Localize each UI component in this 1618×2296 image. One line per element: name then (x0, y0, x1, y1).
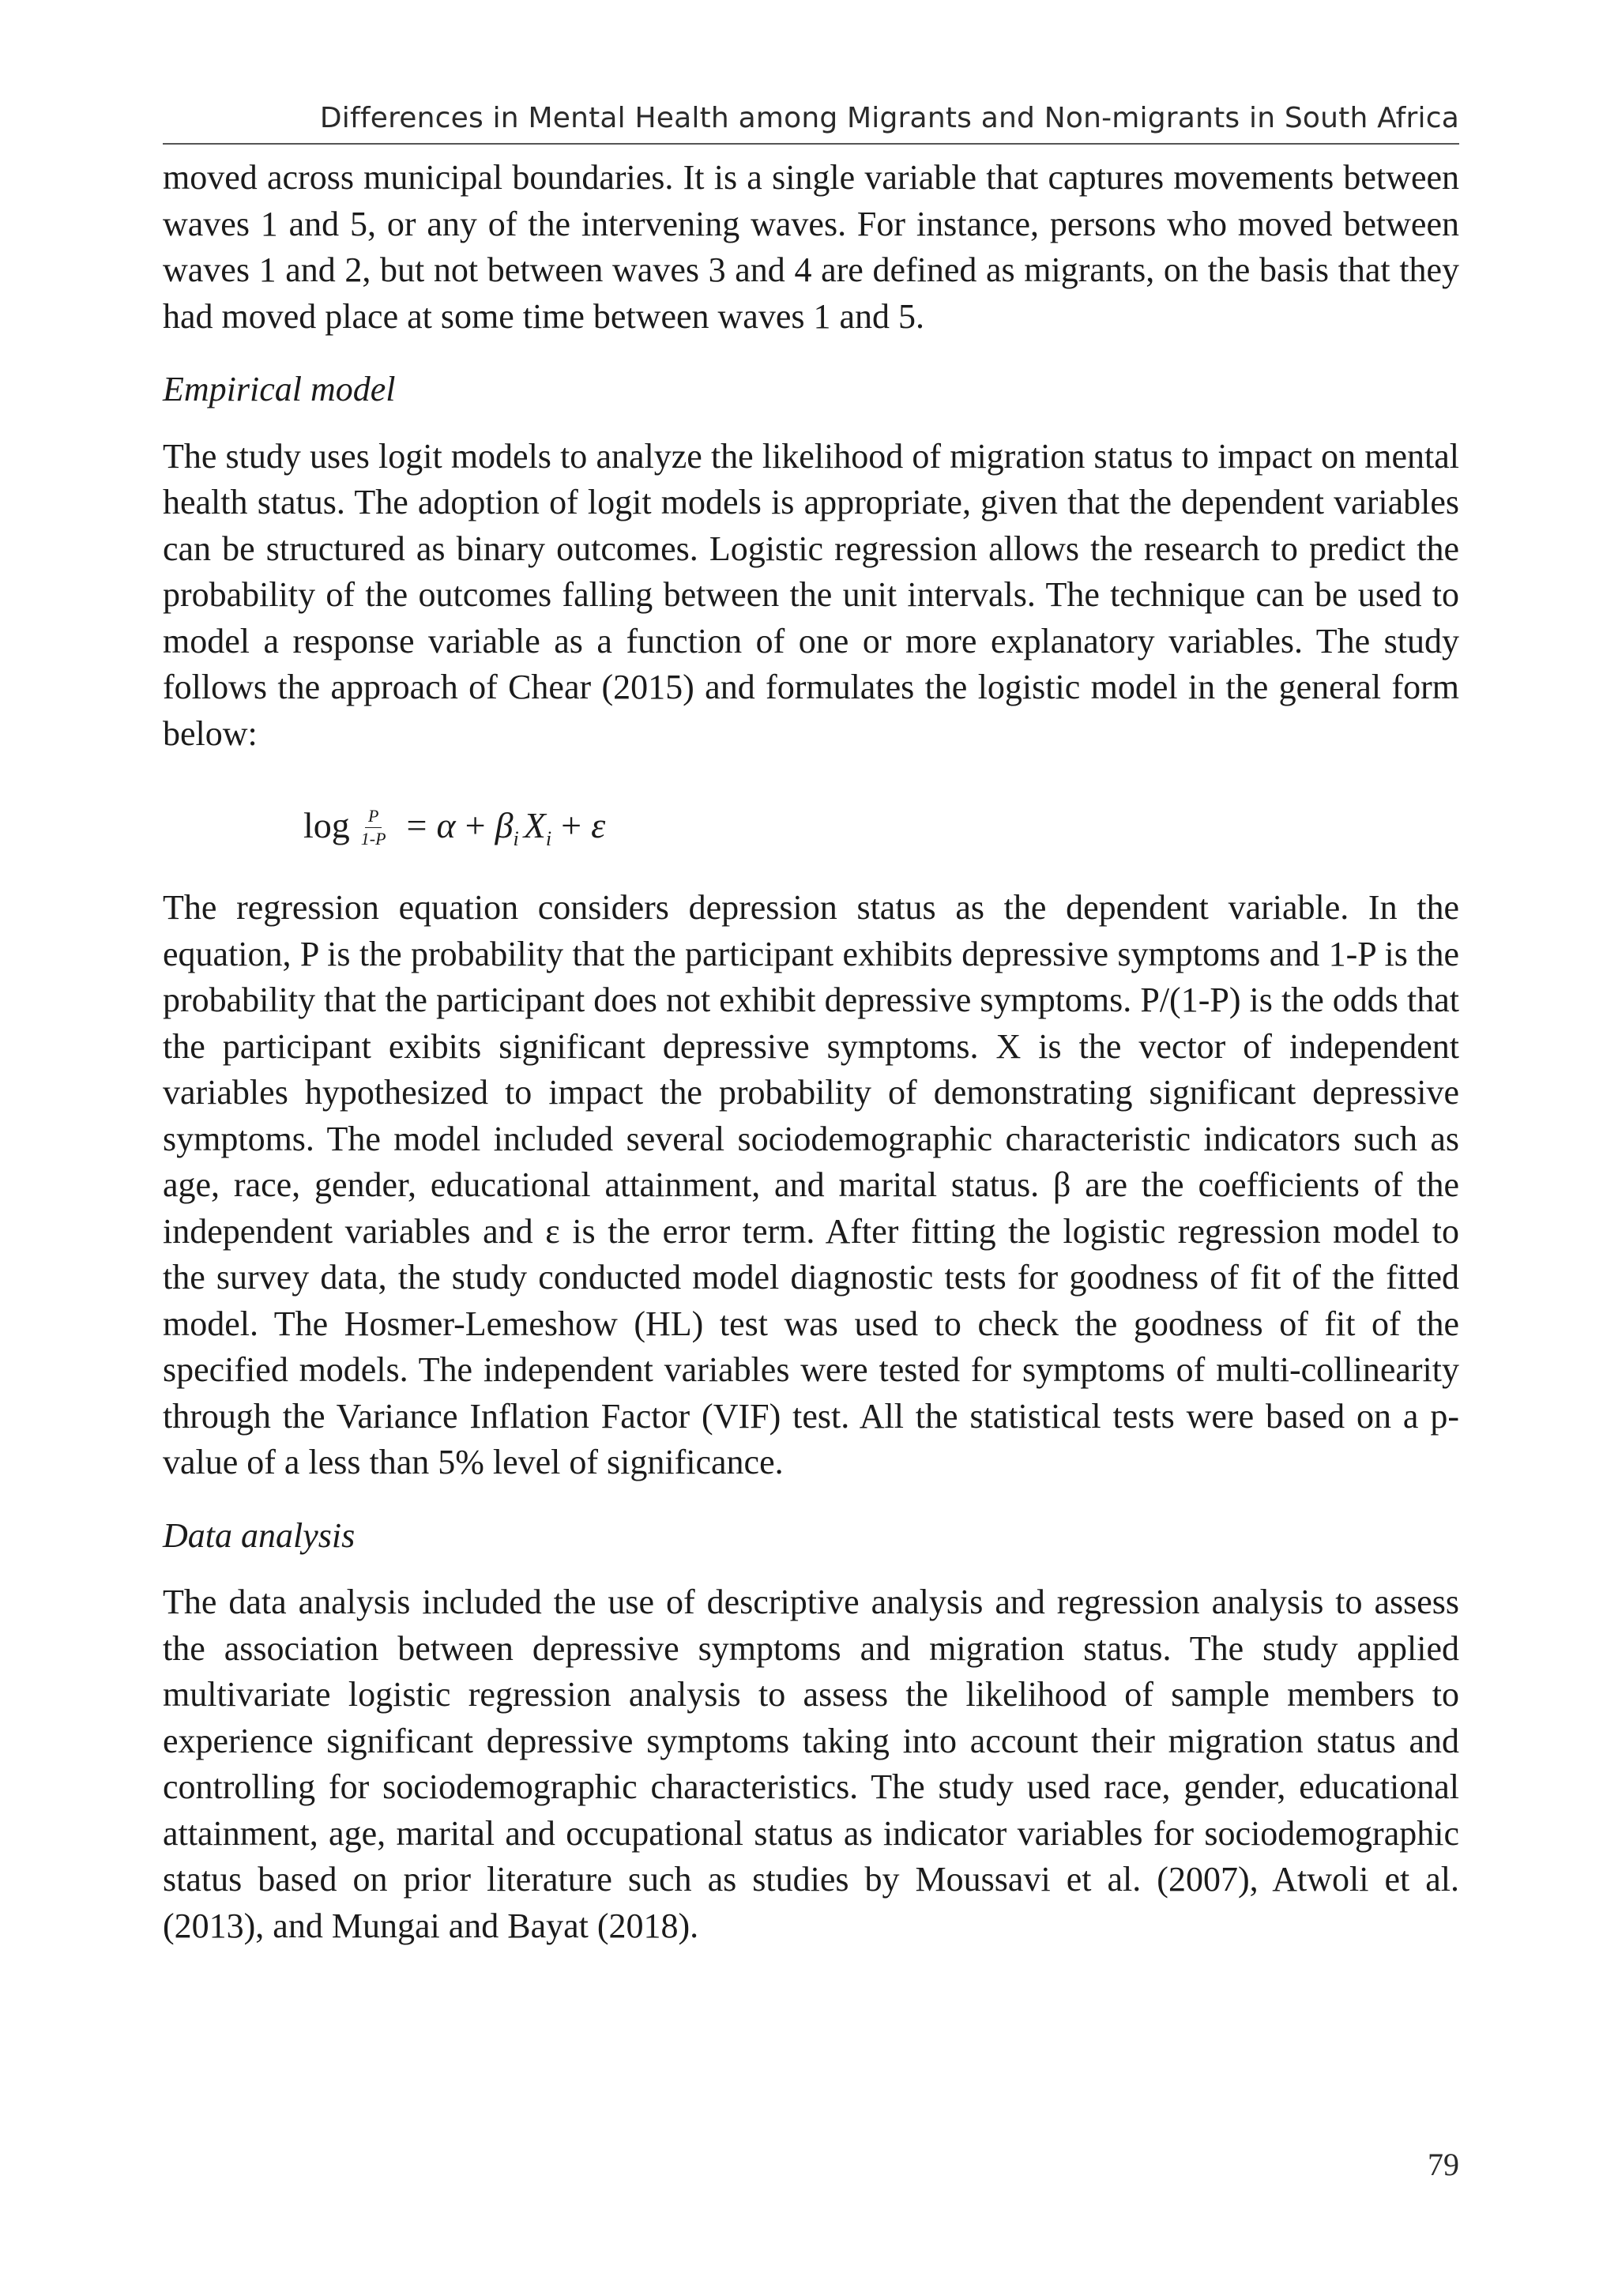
paragraph-migration-definition: moved across municipal boundaries. It is a single variable that captures movements between waves 1 and 5, or any of the intervening waves. For instance, persons who moved between waves 1 and 2, but not between waves 3 and 4 are defined as migrants, on the basis that they had moved place at some time between waves 1 and 5. (163, 158, 1459, 336)
running-head: Differences in Mental Health among Migrants and Non-migrants in South Africa (319, 102, 1459, 134)
equation-x: $X_i$ (523, 805, 552, 850)
equation-epsilon: ε (591, 805, 606, 845)
page-body (163, 155, 1459, 1949)
equation-numerator: P (365, 807, 382, 828)
paragraph-logit-models: The study uses logit models to analyze the likelihood of migration status to impact on mental health status. The adoption of logit models is appropriate, given that the dependent variables can be structured as binary outcomes. Logistic regression allows the research to predict the probability of the outcomes falling between the unit intervals. The technique can be used to model a response variable as a function of one or more explanatory variables. The study follows the approach of Chear (2015) and formulates the logistic model in the general form below: (163, 436, 1459, 753)
equation-denominator: 1-P (360, 828, 386, 849)
section-heading-data-analysis: Data analysis (163, 1515, 356, 1555)
equation-equals: = (406, 805, 427, 845)
section-heading-empirical-model: Empirical model (163, 370, 396, 408)
equation-alpha: α (436, 805, 456, 845)
paragraph-data-analysis: The data analysis included the use of descriptive analysis and regression analysis to assess the association between depressive symptoms and migration status. The study applied multivariate logistic regression analysis to assess the likelihood of sample members to experience significant depressive symptoms taking into account their migration status and controlling for sociodemographic characteristics. The study used race, gender, educational attainment, age, marital and occupational status as indicator variables for sociodemographic status based on prior literature such as studies by Moussavi et al. (2007), Atwoli et al. (2013), and Mungai and Bayat (2018). (163, 1583, 1459, 1945)
header-rule (163, 143, 1459, 145)
equation-beta: $\beta_i$ (495, 805, 519, 850)
equation-plus: + (465, 805, 486, 845)
paragraph-regression-equation: The regression equation considers depression status as the dependent variable. In the equation, P is the probability that the participant exhibits depressive symptoms and 1-P is the probability that the participant does not exhibit depressive symptoms. P/(1-P) is the odds that the participant exibits significant depressive symptoms. X is the vector of independent variables hypothesized to impact the probability of demonstrating significant depressive symptoms. The model included several sociodemographic characteristic indicators such as age, race, gender, educational attainment, and marital status. β are the coefficients of the independent variables and ε is the error term. After fitting the logistic regression model to the survey data, the study conducted model diagnostic tests for goodness of fit of the fitted model. The Hosmer-Lemeshow (HL) test was used to check the goodness of fit of the specified models. The independent variables were tested for symptoms of multi-collinearity through the Variance Inflation Factor (VIF) test. All the statistical tests were based on a p-value of a less than 5% level of significance. (163, 888, 1459, 1481)
equation-fraction (359, 807, 388, 849)
logit-equation (303, 790, 1459, 861)
equation-log: log (303, 805, 350, 845)
equation-plus-2: + (561, 805, 582, 845)
page-number: 79 (1428, 2147, 1459, 2182)
